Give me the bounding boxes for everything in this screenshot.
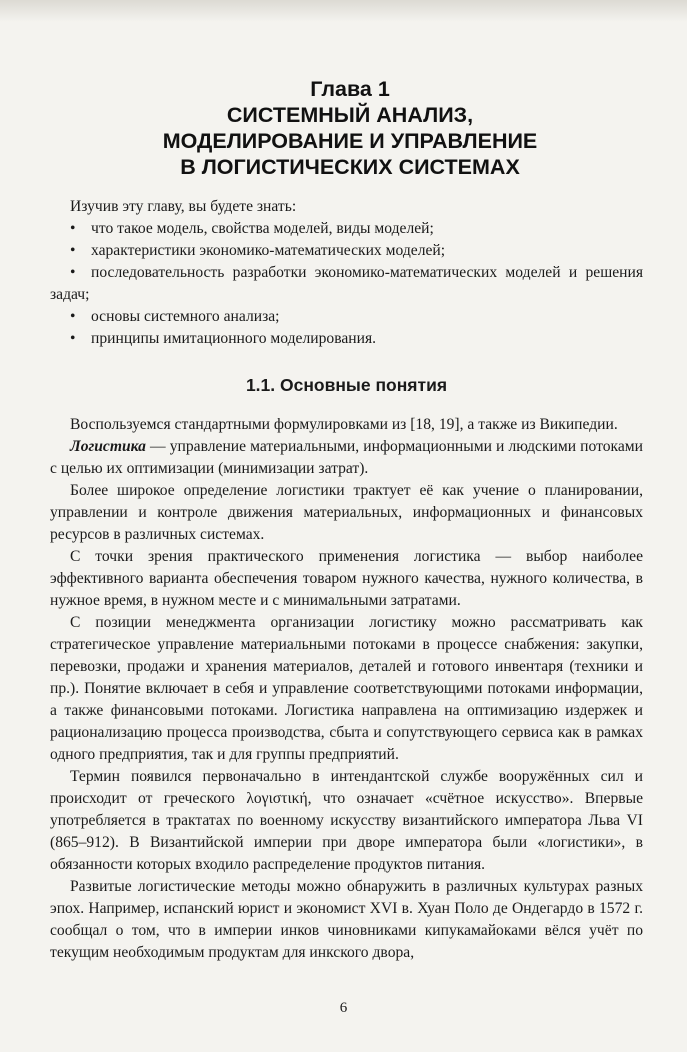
chapter-title-line-3: В ЛОГИСТИЧЕСКИХ СИСТЕМАХ xyxy=(180,155,520,179)
list-item-text: что такое модель, свойства моделей, виды моделей; xyxy=(91,220,434,237)
paragraph: Развитые логистические методы можно обнаружить в различных культурах разных эпох. Например, испанский юрист и экономист XVI в. Хуан Поло де Ондегардо в 1572 г. сообщал о том, что в империи инков чиновниками кипукамайоками вёлся учёт по текущим необходимым продуктам для инкского двора, xyxy=(50,878,643,961)
learning-objectives-list xyxy=(50,218,643,350)
chapter-title-line-1: СИСТЕМНЫЙ АНАЛИЗ, xyxy=(226,103,474,127)
list-item xyxy=(50,240,643,262)
paragraph: Более широкое определение логистики трактует её как учение о планировании, управлении и контроле движения материальных, информационных и финансовых ресурсов в различных системах. xyxy=(50,482,643,543)
section-title: 1.1. Основные понятия xyxy=(245,375,448,395)
bullet-icon: • xyxy=(70,330,76,347)
paragraph: С позиции менеджмента организации логистику можно рассматривать как стратегическое управление материальными потоками в процессе снабжения: закупки, перевозки, продажи и хранения материалов, деталей и готового инвентаря (техники и пр.). Понятие включает в себя и управление соответствующими потоками информации, а также финансовыми потоками. Логистика направлена на оптимизацию издержек и рационализацию процесса производства, сбыта и сопутствующего сервиса как в рамках одного предприятия, так и для группы предприятий. xyxy=(50,614,643,763)
list-item xyxy=(50,218,643,240)
page-number: 6 xyxy=(339,1000,348,1016)
paragraph-definition xyxy=(50,436,643,480)
list-item-text: последовательность разработки экономико-математических моделей и решения задач; xyxy=(50,264,643,303)
list-item-text: принципы имитационного моделирования. xyxy=(91,330,377,347)
body-text xyxy=(50,196,643,964)
paragraph: Термин появился первоначально в интендантской службе вооружённых сил и происходит от греческого λογιστική, что означает «счётное искусство». Впервые употребляется в трактатах по военному искусству византийского императора Льва VI (865–912). В Византийской империи при дворе императора были «логистики», в обязанности которых входило распределение продуктов питания. xyxy=(50,768,643,873)
bullet-icon: • xyxy=(70,220,76,237)
defined-term: Логистика xyxy=(70,438,146,455)
definition-text: — управление материальными, информационными и людскими потоками с целью их оптимизации (минимизации затрат). xyxy=(50,438,643,477)
paragraph: Воспользуемся стандартными формулировками из [18, 19], а также из Википедии. xyxy=(70,416,618,433)
chapter-number: Глава 1 xyxy=(310,77,390,101)
bullet-icon: • xyxy=(70,242,76,259)
list-item xyxy=(50,328,643,350)
chapter-heading xyxy=(60,76,640,180)
paragraph: С точки зрения практического применения логистика — выбор наиболее эффективного варианта обеспечения товаром нужного качества, нужного количества, в нужное время, в нужном месте и с минимальными затратами. xyxy=(50,548,643,609)
chapter-title-line-2: МОДЕЛИРОВАНИЕ И УПРАВЛЕНИЕ xyxy=(162,129,538,153)
list-item-text: основы системного анализа; xyxy=(91,308,280,325)
learning-intro: Изучив эту главу, вы будете знать: xyxy=(70,198,297,215)
list-item xyxy=(50,262,643,306)
bullet-icon: • xyxy=(70,264,76,281)
list-item-text: характеристики экономико-математических моделей; xyxy=(91,242,446,259)
bullet-icon: • xyxy=(70,308,76,325)
list-item xyxy=(50,306,643,328)
scan-edge-shadow xyxy=(0,0,687,22)
